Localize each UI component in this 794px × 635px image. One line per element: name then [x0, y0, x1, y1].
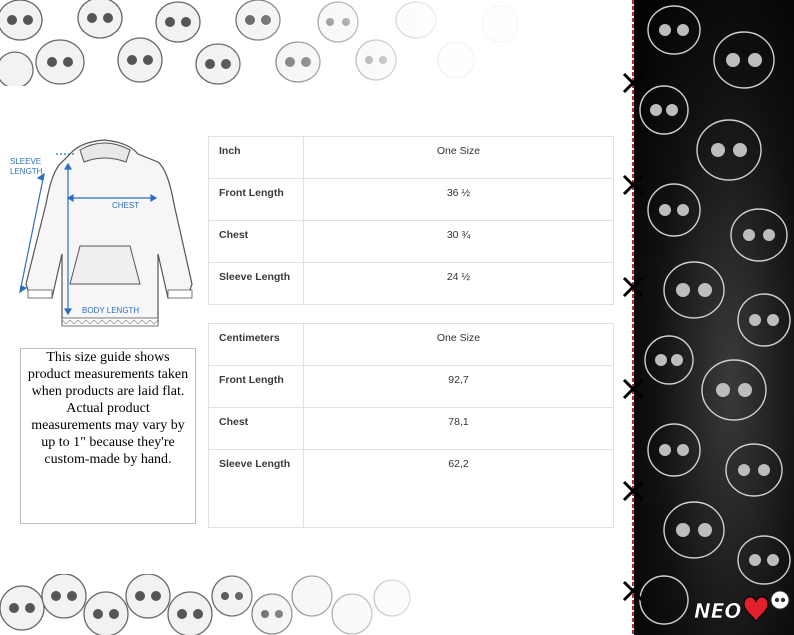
size-header: One Size: [304, 324, 614, 366]
measurement-label: Front Length: [209, 179, 304, 221]
measurement-value: 92,7: [304, 366, 614, 408]
measurement-value: 24 ½: [304, 263, 614, 305]
centimeters-size-table: [208, 323, 614, 528]
top-skull-banner: [0, 0, 634, 86]
body-length-label: BODY LENGTH: [82, 306, 140, 315]
skull-pattern-panel: [634, 0, 794, 635]
heart-icon: [744, 597, 768, 622]
size-guide-note: [20, 348, 196, 524]
stitch-cross-icon: [620, 172, 646, 198]
brand-logo-text: NEO: [694, 599, 742, 623]
sleeve-length-label-line1: SLEEVE: [10, 157, 42, 166]
sleeve-length-label-line2: LENGTH: [10, 167, 43, 176]
skull-icon: [771, 591, 789, 609]
measurement-value: 62,2: [304, 450, 614, 528]
stitch-cross-icon: [620, 274, 646, 300]
unit-header: Centimeters: [209, 324, 304, 366]
table-row: [209, 221, 614, 263]
size-guide-note-text: This size guide shows product measurements taken when products are laid flat. Actual product measurements may vary by up to 1" because they're custom-made by hand.: [27, 350, 189, 467]
measurement-label: Sleeve Length: [209, 450, 304, 528]
measurement-label: Chest: [209, 221, 304, 263]
stitch-cross-icon: [620, 578, 646, 604]
table-header-row: [209, 137, 614, 179]
unit-header: Inch: [209, 137, 304, 179]
brand-logo: [692, 582, 792, 630]
table-row: [209, 366, 614, 408]
table-header-row: [209, 324, 614, 366]
measurement-label: Chest: [209, 408, 304, 450]
measurement-value: 30 ¾: [304, 221, 614, 263]
measurement-label: Sleeve Length: [209, 263, 304, 305]
size-header: One Size: [304, 137, 614, 179]
measurement-value: 36 ½: [304, 179, 614, 221]
hoodie-diagram: [8, 134, 204, 334]
table-row: [209, 263, 614, 305]
bottom-skull-banner: [0, 574, 634, 635]
measurement-value: 78,1: [304, 408, 614, 450]
stitch-cross-icon: [620, 70, 646, 96]
stitch-cross-icon: [620, 376, 646, 402]
stitch-cross-icon: [620, 478, 646, 504]
inch-size-table: [208, 136, 614, 305]
chest-label: CHEST: [112, 201, 140, 210]
measurement-label: Front Length: [209, 366, 304, 408]
table-row: [209, 408, 614, 450]
table-row: [209, 179, 614, 221]
table-row: [209, 450, 614, 528]
